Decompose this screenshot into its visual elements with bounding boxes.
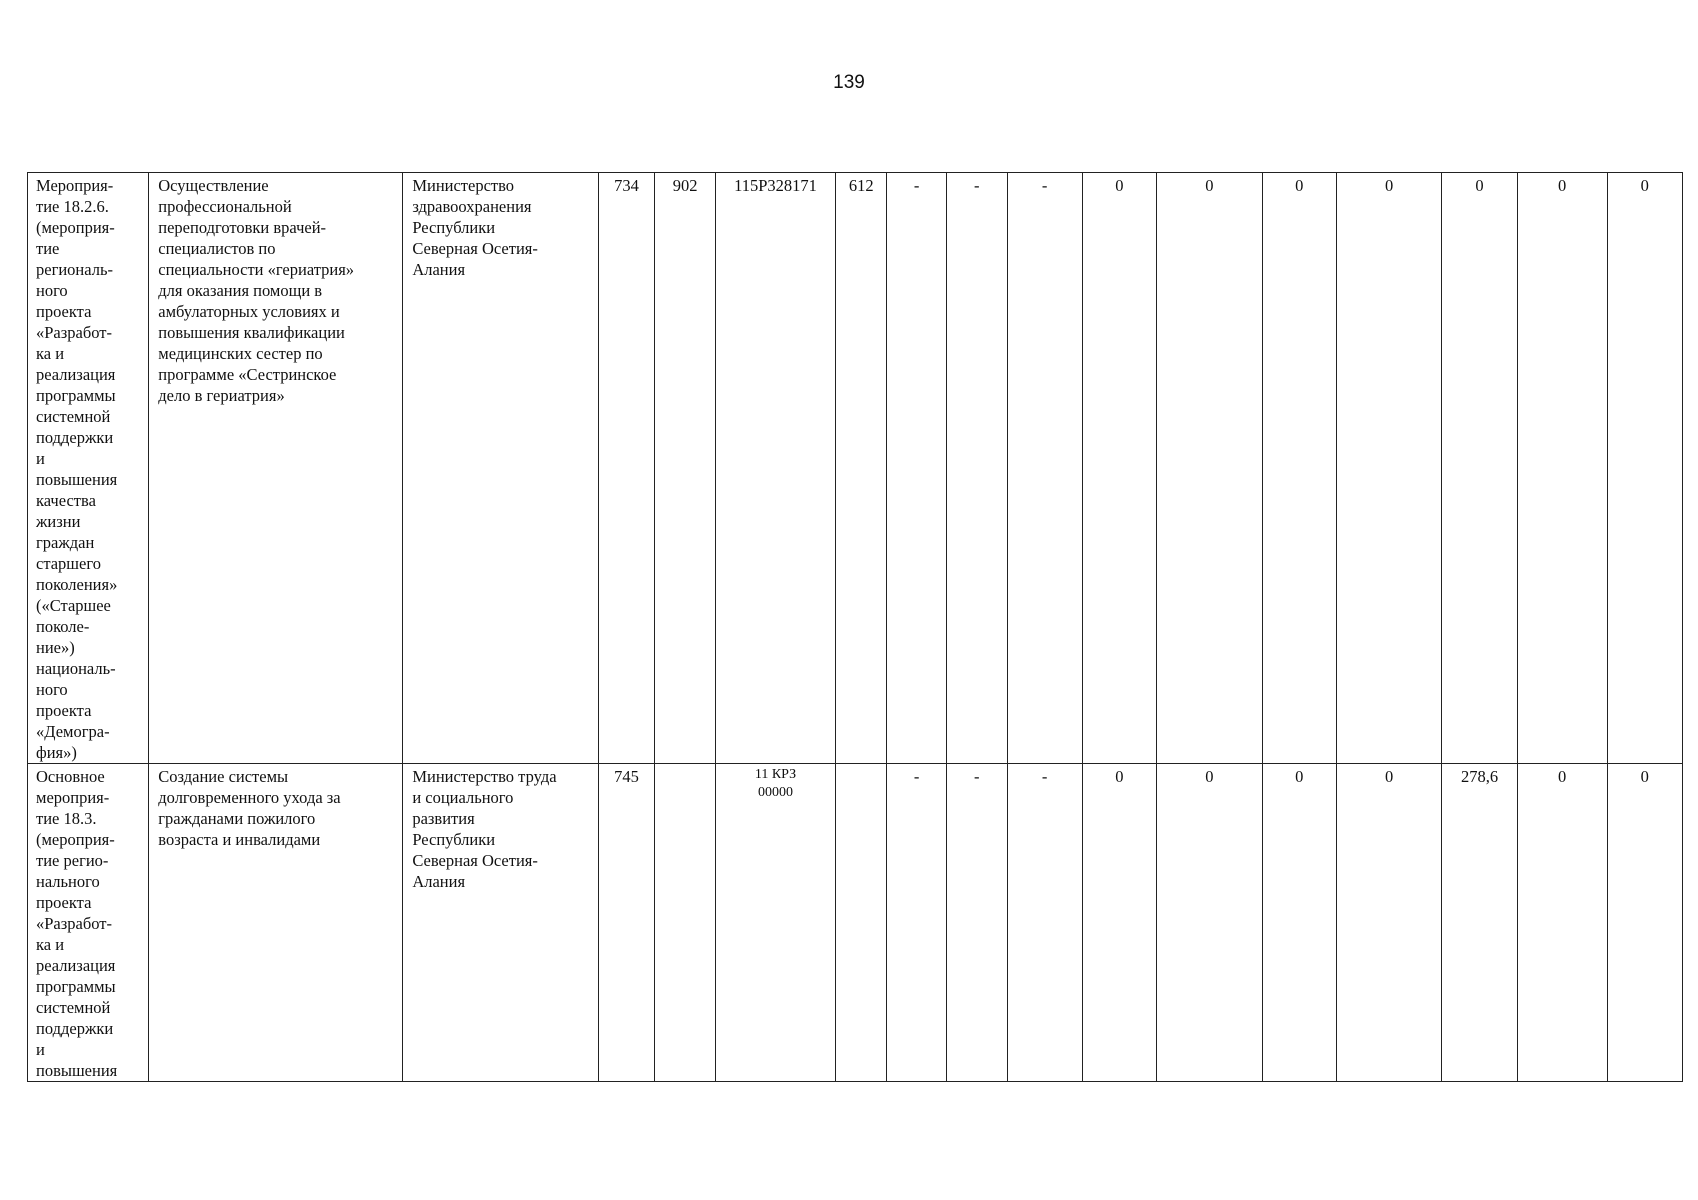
description-text: Создание системы долговременного ухода за гражданами пожилого возраста и инвалидами bbox=[158, 767, 341, 849]
table-row bbox=[28, 173, 1683, 764]
event-text: Мероприя- тие 18.2.6. (мероприя- тие региональ- ного проекта «Разработ- ка и реализация программы системной поддержки и повышения качества жизни граждан старшего поколения» («Старшее поколе- ние») националь- ного проекта «Демогра- фия») bbox=[36, 176, 118, 762]
value-cell: 0 bbox=[1517, 764, 1607, 1082]
budget-table bbox=[27, 172, 1683, 1082]
csr-cell bbox=[715, 764, 835, 1082]
description-cell bbox=[149, 764, 403, 1082]
executor-cell bbox=[403, 173, 599, 764]
vr-cell: 612 bbox=[836, 173, 887, 764]
value-cell: 0 bbox=[1157, 173, 1263, 764]
grbs-cell: 745 bbox=[598, 764, 654, 1082]
value-cell: 0 bbox=[1607, 764, 1682, 1082]
description-text: Осуществление профессиональной переподготовки врачей- специалистов по специальности «гериатрия» для оказания помощи в амбулаторных условиях и повышения квалификации медицинских сестер по программе «Сестринское дело в гериатрия» bbox=[158, 176, 355, 405]
value-cell: - bbox=[946, 173, 1007, 764]
value-cell: - bbox=[946, 764, 1007, 1082]
value-cell: 0 bbox=[1442, 173, 1517, 764]
executor-text: Министерство труда и социального развития Республики Северная Осетия- Алания bbox=[412, 767, 557, 891]
value-cell: 278,6 bbox=[1442, 764, 1517, 1082]
page-number: 139 bbox=[833, 72, 865, 93]
value-cell: 0 bbox=[1336, 173, 1442, 764]
rzpr-cell: 902 bbox=[655, 173, 716, 764]
csr-text: 115P328171 bbox=[734, 176, 817, 195]
value-cell: 0 bbox=[1607, 173, 1682, 764]
value-cell: 0 bbox=[1082, 764, 1156, 1082]
value-cell: 0 bbox=[1262, 764, 1336, 1082]
event-cell bbox=[28, 173, 149, 764]
grbs-cell: 734 bbox=[598, 173, 654, 764]
value-cell: 0 bbox=[1517, 173, 1607, 764]
table-row bbox=[28, 764, 1683, 1082]
csr-cell bbox=[715, 173, 835, 764]
value-cell: 0 bbox=[1262, 173, 1336, 764]
event-cell bbox=[28, 764, 149, 1082]
description-cell bbox=[149, 173, 403, 764]
value-cell: 0 bbox=[1082, 173, 1156, 764]
value-cell: - bbox=[887, 173, 947, 764]
value-cell: - bbox=[1007, 764, 1082, 1082]
vr-cell bbox=[836, 764, 887, 1082]
executor-text: Министерство здравоохранения Республики Северная Осетия- Алания bbox=[412, 176, 538, 279]
rzpr-cell bbox=[655, 764, 716, 1082]
event-text: Основное мероприя- тие 18.3. (мероприя- тие регио- нального проекта «Разработ- ка и реализация программы системной поддержки и повышения bbox=[36, 767, 118, 1080]
value-cell: 0 bbox=[1157, 764, 1263, 1082]
executor-cell bbox=[403, 764, 599, 1082]
value-cell: - bbox=[887, 764, 947, 1082]
value-cell: - bbox=[1007, 173, 1082, 764]
csr-text: 11 КРЗ 00000 bbox=[754, 767, 797, 800]
value-cell: 0 bbox=[1336, 764, 1442, 1082]
